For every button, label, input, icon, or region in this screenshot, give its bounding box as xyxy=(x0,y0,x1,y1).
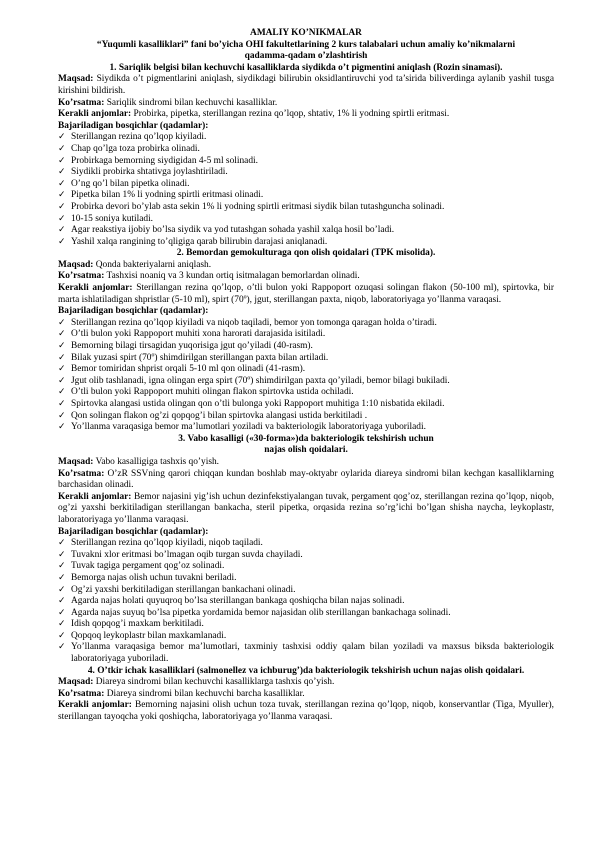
korsatma-label: Ko’rsatma: xyxy=(58,688,105,699)
section-2-heading: 2. Bemordan gemokulturaga qon olish qoidalari (TPK misolida). xyxy=(176,248,436,259)
korsatma-text: Sariqlik sindromi bilan kechuvchi kasalliklar. xyxy=(104,97,278,108)
step-item: ✓ Tuvakni xlor eritmasi bo’lmagan oqib turgan suvda chayiladi. xyxy=(58,550,554,562)
step-item: ✓ Bemorning bilagi tirsagidan yuqorisiga jgut qo’yiladi (40-rasm). xyxy=(58,341,554,353)
korsatma-label: Ko’rsatma: xyxy=(58,271,105,282)
step-item: ✓ Siydikli probirka shtativga joylashtiriladi. xyxy=(58,167,554,179)
section-3-steps xyxy=(58,538,554,642)
step-item: ✓ Pipetka bilan 1% li yodning spirtli eritmasi olinadi. xyxy=(58,190,554,202)
section-3-steps-label: Bajariladigan bosqichlar (qadamlar): xyxy=(58,526,209,537)
section-1-kerakli xyxy=(58,109,554,121)
kerakli-text: Sterillangan rezina qo’lqop, o’tli bulon yoki Rappoport ozuqasi solingan flakon (50-100 ml), spirtovka, bir marta ishlatiladigan shpristlar (5-10 ml), spirt (70º), jgut, sterillangan paxta, niqob, laboratoriyaga yo’llanma varaqasi. xyxy=(58,283,554,305)
section-3-kerakli xyxy=(58,492,554,527)
step-item: ✓ Qopqoq leykoplastr bilan maxkamlanadi. xyxy=(58,631,554,643)
section-3-last-step: ✓ Yo’llanma varaqasiga bemor ma’lumotlari, taxminiy tashxisi oddiy qalam bilan yoziladi va maxsus biksda bakteriologik laboratoriyaga yuboriladi. xyxy=(58,642,554,665)
page-subtitle-line-2: qadamma-qadam o’zlashtirish xyxy=(244,51,368,62)
kerakli-label: Kerakli anjomlar: xyxy=(58,109,132,120)
korsatma-text: Tashxisi noaniq va 3 kundan ortiq isitmalagan bemorlardan olinadi. xyxy=(104,271,360,282)
page-subtitle-line-1: “Yuqumli kasalliklari” fani bo’yicha OHI fakultetlarining 2 kurs talabalari uchun amaliy ko’nikmalarni xyxy=(96,39,516,50)
step-item: ✓ Probirka devori bo’ylab asta sekin 1% li yodning spirtli eritmasi siydik bilan tutashguncha solinadi. xyxy=(58,202,554,214)
maqsad-text: Diareya sindromi bilan kechuvchi kasalliklarga tashxis qo’yish. xyxy=(93,677,335,688)
section-1-maqsad xyxy=(58,74,554,97)
step-item: ✓ Qon solingan flakon og’zi qopqog’i bilan spirtovka alangasi ustida berkitiladi . xyxy=(58,411,554,423)
section-4-kerakli xyxy=(58,700,554,723)
page-title: AMALIY KO’NIKMALAR xyxy=(250,28,362,38)
step-item: ✓ Tuvak tagiga pergament qog’oz solinadi. xyxy=(58,561,554,573)
kerakli-text: Probirka, pipetka, sterillangan rezina qo’lqop, shtativ, 1% li yodning spirtli eritmasi. xyxy=(131,109,450,120)
step-item: ✓ Agarda najas holati quyuqroq bo’lsa sterillangan bankaga qoshiqcha bilan najas solinadi. xyxy=(58,596,554,608)
step-item: ✓ Chap qo’lga toza probirka olinadi. xyxy=(58,144,554,156)
section-2-korsatma xyxy=(58,271,554,283)
step-item: ✓ Probirkaga bemorning siydigidan 4-5 ml solinadi. xyxy=(58,156,554,168)
step-item: ✓ Yashil xalqa rangining to’qligiga qarab bilirubin darajasi aniqlanadi. xyxy=(58,237,554,249)
step-item: ✓ Yo’llanma varaqasiga bemor ma’lumotlari yoziladi va bakteriologik laboratoriyaga yuboriladi. xyxy=(58,422,554,434)
maqsad-text: Siydikda o’t pigmentlarini aniqlash, siydikdagi bilirubin oksidlantiruvchi yod ta’sirida biliverdinga aylanib yashil tusga kirishini bildirish. xyxy=(58,74,554,96)
maqsad-label: Maqsad: xyxy=(58,259,94,270)
korsatma-label: Ko’rsatma: xyxy=(58,468,105,479)
section-4-maqsad xyxy=(58,677,554,689)
step-item: ✓ Jgut olib tashlanadi, igna olingan erga spirt (70º) shimdirilgan paxta qo’yiladi, bemor bilagi bukiladi. xyxy=(58,376,554,388)
section-1-korsatma xyxy=(58,98,554,110)
section-3-maqsad xyxy=(58,457,554,469)
section-2-kerakli xyxy=(58,283,554,306)
kerakli-label: Kerakli anjomlar: xyxy=(58,700,132,711)
korsatma-text: Diareya sindromi bilan kechuvchi barcha kasalliklar. xyxy=(104,688,305,699)
kerakli-text: Bemorning najasini olish uchun toza tuvak, sterillangan rezina qo’lqop, niqob, konservantlar (Tiga, Myuller), sterillangan tayoqcha yoki qoshiqcha, laboratoriyaga yo’llanma varaqasi. xyxy=(58,700,554,723)
step-item: ✓ Agar reakstiya ijobiy bo’lsa siydik va yod tutashgan sohada yashil xalqa hosil bo’ladi. xyxy=(58,225,554,237)
step-item: ✓ O’tli bulon yoki Rappoport muhiti xona harorati darajasida isitiladi. xyxy=(58,329,554,341)
step-item: ✓ Spirtovka alangasi ustida olingan qon o’tli bulonga yoki Rappoport muhitiga 1:10 nisbatida ekiladi. xyxy=(58,399,554,411)
korsatma-text: O’zR SSVning qarori chiqqan kundan boshlab may-oktyabr oylarida diareya sindromi bilan kechgan kasalliklarning barchasidan olinadi. xyxy=(58,468,554,491)
step-item: ✓ Og’zi yaxshi berkitiladigan sterillangan bankachani olinadi. xyxy=(58,585,554,597)
section-4-heading: 4. O’tkir ichak kasalliklari (salmonellez va ichburug’)da bakteriologik tekshirish uchun najas olish qoidalari. xyxy=(87,665,525,676)
step-item: ✓ Bemor tomiridan shprist orqali 5-10 ml qon olinadi (41-rasm). xyxy=(58,364,554,376)
kerakli-text: Bemor najasini yig’ish uchun dezinfekstiyalangan tuvak, pergament qog’oz, sterillangan rezina qo’lqop, niqob, og’zi yaxshi berkitiladigan sterillangan bankacha, steril pipetka, orqasida rezina so’rg’ichi bo’lgan shisha naycha, leykoplastr, laboratoriyaga yo’llanma varaqasi. xyxy=(58,491,554,525)
maqsad-label: Maqsad: xyxy=(58,74,94,85)
step-item: ✓ Bemorga najas olish uchun tuvakni beriladi. xyxy=(58,573,554,585)
maqsad-text: Qonda bakteriyalarni aniqlash. xyxy=(93,259,212,270)
section-2-steps-label: Bajariladigan bosqichlar (qadamlar): xyxy=(58,306,209,317)
section-1-steps-label: Bajariladigan bosqichlar (qadamlar): xyxy=(58,120,209,131)
section-3-heading-line-1: 3. Vabo kasalligi («30-forma»)da bakteriologik tekshirish uchun xyxy=(178,433,434,444)
section-4-korsatma xyxy=(58,689,554,701)
section-3-korsatma xyxy=(58,469,554,492)
kerakli-label: Kerakli anjomlar: xyxy=(58,283,133,294)
step-item: ✓ O’ng qo’l bilan pipetka olinadi. xyxy=(58,179,554,191)
step-item: ✓ Sterillangan rezina qo’lqop kiyiladi, niqob taqiladi. xyxy=(58,538,554,550)
section-3-heading-line-2: najas olish qoidalari. xyxy=(264,445,348,456)
section-2-maqsad xyxy=(58,260,554,272)
kerakli-label: Kerakli anjomlar: xyxy=(58,491,132,502)
section-1-heading: 1. Sariqlik belgisi bilan kechuvchi kasalliklarda siydikda o’t pigmentini aniqlash (Rozin sinamasi). xyxy=(109,62,503,73)
section-1-steps xyxy=(58,132,554,248)
step-item: ✓ Sterillangan rezina qo’lqop kiyiladi. xyxy=(58,132,554,144)
maqsad-text: Vabo kasalligiga tashxis qo’yish. xyxy=(93,456,220,467)
step-item: ✓ O’tli bulon yoki Rappoport muhiti olingan flakon spirtovka ustida ochiladi. xyxy=(58,387,554,399)
step-item: ✓ Sterillangan rezina qo’lqop kiyiladi va niqob taqiladi, bemor yon tomonga qaragan holda o’tiradi. xyxy=(58,318,554,330)
step-item: ✓ 10-15 soniya kutiladi. xyxy=(58,214,554,226)
section-2-steps xyxy=(58,318,554,434)
step-item: ✓ Bilak yuzasi spirt (70º) shimdirilgan sterillangan paxta bilan artiladi. xyxy=(58,353,554,365)
maqsad-label: Maqsad: xyxy=(58,456,94,467)
korsatma-label: Ko’rsatma: xyxy=(58,97,105,108)
maqsad-label: Maqsad: xyxy=(58,677,94,688)
step-item: ✓ Agarda najas suyuq bo’lsa pipetka yordamida bemor najasidan olib sterillangan bankachaga solinadi. xyxy=(58,608,554,620)
step-item: ✓ Idish qopqog’i maxkam berkitiladi. xyxy=(58,619,554,631)
